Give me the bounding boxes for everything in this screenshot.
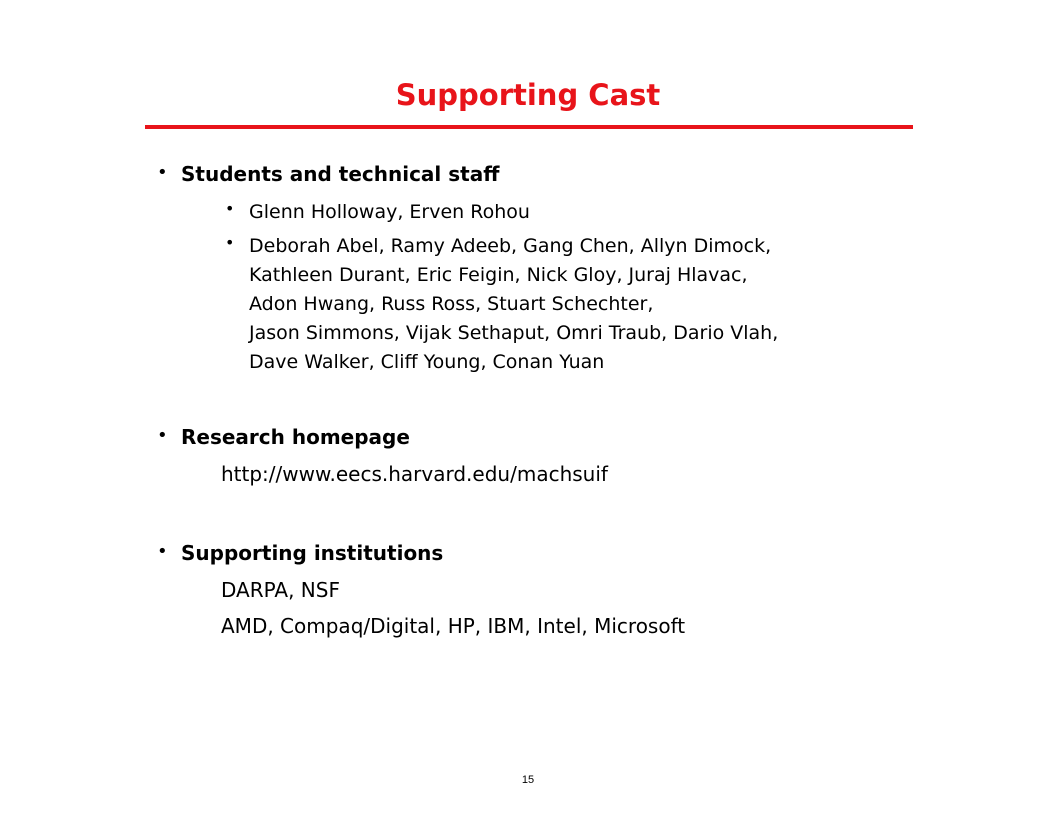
slide-title: Supporting Cast bbox=[395, 78, 661, 112]
student-line: Dave Walker, Cliff Young, Conan Yuan bbox=[249, 351, 605, 373]
homepage-url[interactable]: http://www.eecs.harvard.edu/machsuif bbox=[221, 462, 608, 486]
section-heading-homepage: Research homepage bbox=[181, 425, 410, 449]
student-list-primary: Glenn Holloway, Erven Rohou bbox=[249, 201, 530, 223]
student-line: Jason Simmons, Vijak Sethaput, Omri Traub, Dario Vlah, bbox=[249, 322, 779, 344]
institutions-government: DARPA, NSF bbox=[221, 578, 340, 602]
page-number: 15 bbox=[521, 774, 535, 786]
section-heading-institutions: Supporting institutions bbox=[181, 541, 444, 565]
title-divider bbox=[145, 125, 913, 129]
bullet-dot: • bbox=[157, 162, 168, 183]
bullet-dot: • bbox=[225, 233, 235, 252]
student-line: Deborah Abel, Ramy Adeeb, Gang Chen, Allyn Dimock, bbox=[249, 235, 772, 257]
bullet-dot: • bbox=[157, 541, 168, 562]
student-line: Kathleen Durant, Eric Feigin, Nick Gloy, Juraj Hlavac, bbox=[249, 264, 748, 286]
bullet-dot: • bbox=[225, 199, 235, 218]
institutions-industry: AMD, Compaq/Digital, HP, IBM, Intel, Microsoft bbox=[221, 614, 686, 638]
bullet-dot: • bbox=[157, 425, 168, 446]
student-list-secondary bbox=[249, 232, 778, 377]
section-heading-students: Students and technical staff bbox=[181, 162, 500, 186]
student-line: Adon Hwang, Russ Ross, Stuart Schechter, bbox=[249, 293, 654, 315]
